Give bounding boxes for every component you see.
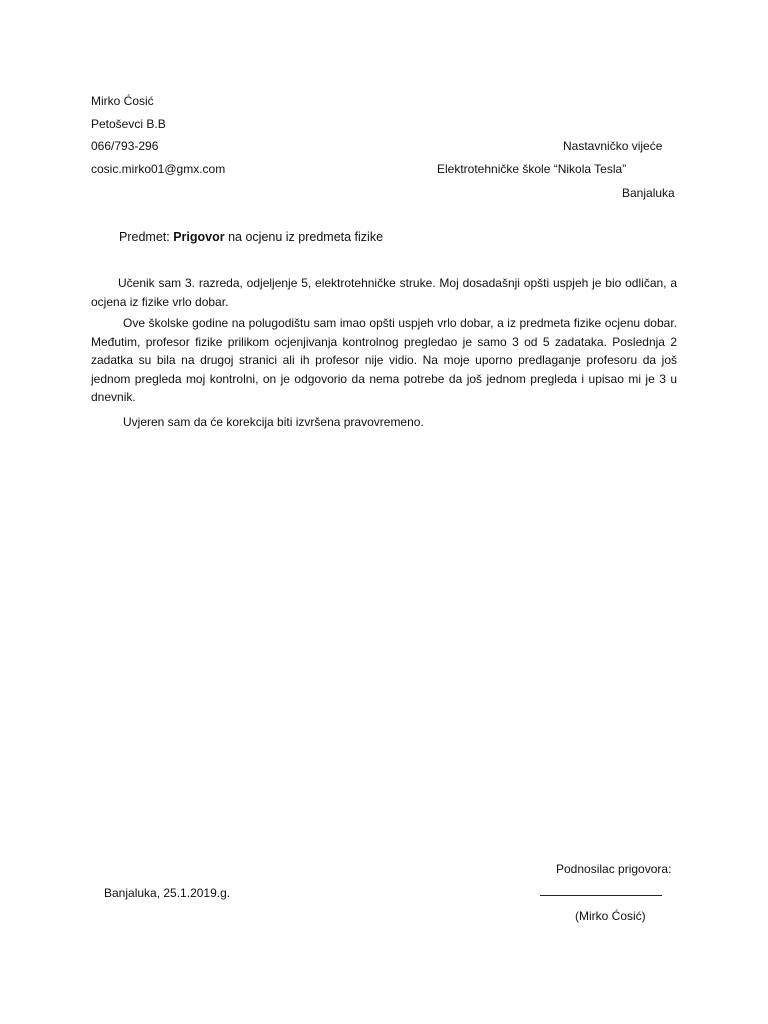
recipient-school: Elektrotehničke škole “Nikola Tesla” <box>437 162 627 176</box>
subject-line <box>119 230 383 244</box>
body-paragraph-3: Uvjeren sam da će korekcija biti izvršena pravovremeno. <box>123 415 424 429</box>
signature-name: (Mirko Ćosić) <box>575 909 646 923</box>
submitter-label: Podnosilac prigovora: <box>556 862 672 876</box>
recipient-council: Nastavničko vijeće <box>563 139 663 153</box>
body-paragraph-2: Ove školske godine na polugodištu sam imao opšti uspjeh vrlo dobar, a iz predmeta fizike ocjenu dobar. Međutim, profesor fizike prilikom ocjenjivanja kontrolnog pregledao je samo 3 od 5 zadataka. Poslednja 2 zadatka su bila na drugoj stranici ali ih profesor nije vidio. Na moje uporno predlaganje profesoru da još jednom pregleda moj kontrolni, on je odgovorio da nema potrebe da još jednom pregleda i upisao mi je 3 u dnevnik. <box>91 316 677 404</box>
subject-prefix: Predmet: <box>119 230 170 244</box>
sender-email: cosic.mirko01@gmx.com <box>91 162 226 176</box>
subject-keyword: Prigovor <box>173 230 225 244</box>
signature-line <box>540 895 662 896</box>
place-date: Banjaluka, 25.1.2019.g. <box>104 886 231 900</box>
body-paragraph-1: Učenik sam 3. razreda, odjeljenje 5, elektrotehničke struke. Moj dosadašnji opšti uspjeh je bio odličan, a ocjena iz fizike vrlo dobar. <box>91 276 677 309</box>
subject-rest: na ocjenu iz predmeta fizike <box>224 230 384 244</box>
recipient-city: Banjaluka <box>622 186 675 200</box>
sender-address: Petoševci B.B <box>91 117 166 131</box>
sender-phone: 066/793-296 <box>91 139 159 153</box>
sender-name: Mirko Ćosić <box>91 94 154 108</box>
